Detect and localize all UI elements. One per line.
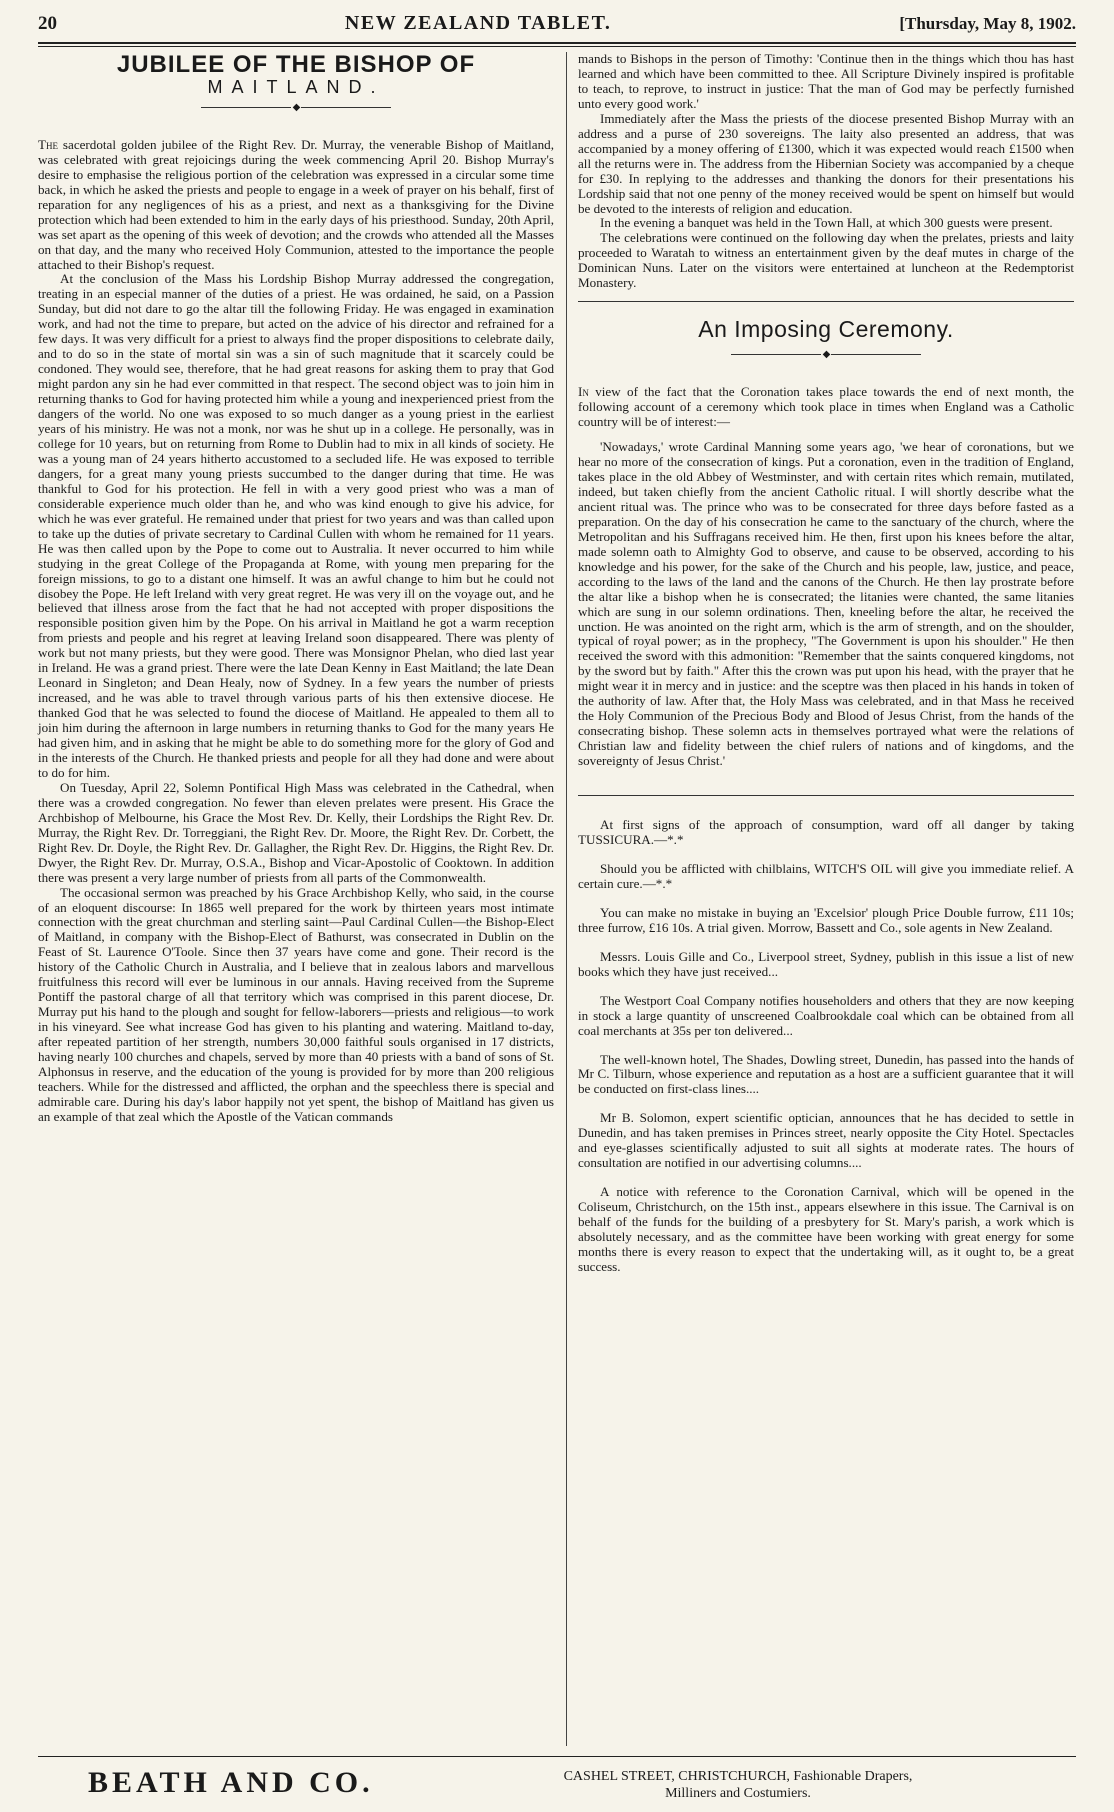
left-column (38, 52, 554, 1125)
article1-paragraph: On Tuesday, April 22, Solemn Pontifical High Mass was celebrated in the Cathedral, when there was a crowded congregation. No fewer than eleven prelates were present. His Grace the Archbishop of Melbourne, his Grace the Most Rev. Dr. Kelly, their Lordships the Right Rev. Dr. Murray, the Right Rev. Dr. Torreggiani, the Right Rev. Dr. Moore, the Right Rev. Dr. Corbett, the Right Rev. Dr. Doyle, the Right Rev. Dr. Gallagher, the Right Rev. Dr. Higgins, the Right Rev. Dr. Dwyer, the Right Rev. Dr. Murray, O.S.A., Bishop and Vicar-Apostolic of Cooktown. In addition there was present a very large number of priests from all parts of the Commonwealth. (38, 779, 554, 885)
firm-address: CASHEL STREET, CHRISTCHURCH, Fashionable Drapers, Milliners and Costumiers. (563, 1769, 913, 1801)
section-rule (578, 301, 1074, 302)
bottom-rule (38, 1756, 1076, 1757)
article1-continued-paragraph: mands to Bishops in the person of Timothy: 'Continue then in the things which thou has hast learned and which have been committed to thee. All Scripture Divinely inspired is profitable to teach, to reprove, to instruct in justice: That the man of God may be perfectly furnished unto every good work.' (578, 51, 1074, 111)
article1-paragraph: The sacerdotal golden jubilee of the Right Rev. Dr. Murray, the venerable Bishop of Maitland, was celebrated with great rejoicings during the week commencing April 20. Bishop Murray's desire to emphasise the religious portion of the celebration was expressed in a circular some time back, in which he asked the priests and people to engage in a week of prayer on his behalf, first of reparation for any negligences of his as a priest, and next as a thanksgiving for the Divine protection which had been extended to him in the early days of his priesthood. Sunday, 20th April, was set apart as the opening of this week of devotion; and the crowds who attended all the Masses on that day, and the many who received Holy Communion, attested to the importance the people attached to their Bishop's request. (38, 136, 554, 272)
article1-continued-paragraph: In the evening a banquet was held in the Town Hall, at which 300 guests were present. (600, 215, 1053, 231)
article1-paragraph: At the conclusion of the Mass his Lordship Bishop Murray addressed the congregation, treating in an especial manner of the duties of a priest. He was ordained, he said, on a Passion Sunday, but did not dare to go the altar till the following Friday. He was engaged in examination work, and had not the time to prepare, but acted on the advice of his director and refrained for a few days. It was very difficult for a priest to always find the proper dispositions to celebrate daily, and to do so in the state of mortal sin was a sin of such magnitude that it scarcely could be condoned. They would see, therefore, that he had great reasons for asking them to pray that God might pardon any sin he had ever committed in that respect. The second object was to join him in returning thanks to God for having protected him while a young and inexperienced priest from the dangers of the world. No one was exposed to so much danger as a young priest in the earliest years of his ministry. He was not a monk, nor was he shut up in a college. He personally, was in college for 10 years, but on returning from Rome to Dublin had to mix in all kinds of society. He was a young man of 24 years hitherto accustomed to a secluded life. He was exposed to terrible dangers, for a great many young priests succumbed to the danger during that time. He was thankful to God for his protection. He fell in with a very good priest who was a man of considerable experience much older than he, and who was kind enough to give his advice, for which he was ever grateful. He remained under that priest for two years and was than called upon to take up the duties of private secretary to Cardinal Cullen with whom he remained for 11 years. He was then called upon by the Pope to come out to Australia. It never occurred to him while studying in the great College of the Propaganda at Rome, with young men preparing for the foreign missions, to go to a distant one himself. It was an awful change to him but he could not disobey the Pope. He left Ireland with very great regret. He was very ill on the voyage out, and he believed that illness arose from the fact that he had not accepted with proper dispositions the responsible position given him by the Pope. On his arrival in Maitland he got a warm reception from priests and people and his regret at leaving Ireland soon disappeared. There was plenty of work but not many priests, but they were good. There was Monsignor Phelan, who died last year in Ireland. He was a grand priest. There were the late Dean Kenny in East Maitland; the late Dean Leonard in Singleton; and Dean Healy, now of Sydney. In a few years the number of priests increased, and he was able to travel through various parts of his then extensive diocese. He thanked God that he was selected to found the diocese of Maitland. He appealed to them all to join him during the afternoon in large numbers in returning thanks to God for the many years He had given him, and in asking that he might be able to do something more for the glory of God and in the interests of the Church. He thanked priests and people for all they had done and were about to do for him. (38, 271, 554, 780)
dropcap-word: The (38, 136, 58, 152)
ornament-divider (38, 101, 554, 116)
paper-title: NEW ZEALAND TABLET. (344, 12, 612, 34)
ornament-divider (578, 348, 1074, 363)
section-rule (578, 795, 1074, 796)
notice-item: Mr B. Solomon, expert scientific optician, announces that he has decided to settle in Dunedin, and has taken premises in Princes street, nearly opposite the City Hotel. Spectacles and eye-glasses scientifically adjusted to suit all sights at moderate rates. The hours of consultation are notified in our advertising columns.... (578, 1110, 1074, 1171)
column-divider (566, 52, 567, 1746)
top-rule (38, 42, 1076, 47)
notice-item: The well-known hotel, The Shades, Dowling street, Dunedin, has passed into the hands of Mr C. Tilburn, whose experience and reputation as a host are a sufficient guarantee that it will be conducted on first-class lines.... (578, 1051, 1074, 1097)
notice-item: Messrs. Louis Gille and Co., Liverpool street, Sydney, publish in this issue a list of new books which they have just received... (578, 948, 1074, 979)
notice-item: Should you be afflicted with chilblains, WITCH'S OIL will give you immediate relief. A certain cure.—*.* (578, 860, 1074, 891)
dropcap-word: In (578, 384, 589, 400)
page-number: 20 (38, 13, 57, 34)
notice-item: You can make no mistake in buying an 'Excelsior' plough Price Double furrow, £11 10s; three furrow, £16 10s. A trial given. Morrow, Bassett and Co., sole agents in New Zealand. (578, 904, 1074, 935)
notice-item: At first signs of the approach of consumption, ward off all danger by taking TUSSICURA.—*.* (578, 817, 1074, 847)
article2-paragraph: In view of the fact that the Coronation takes place towards the end of next month, the following account of a ceremony which took place in times when England was a Catholic country will be of interest:— (578, 384, 1074, 430)
article1-continued-paragraph: Immediately after the Mass the priests of the diocese presented Bishop Murray with an address and a purse of 230 sovereigns. The laity also presented an address, that was accompanied by a money offering of £1300, which it was expected would reach £1500 when all the returns were in. The address from the Hibernian Society was accompanied by a cheque for £30. In replying to the addresses and thanking the donors for their presentations his Lordship said that not one penny of the money received would be spent on himself but would be devoted to the interests of religion and education. (578, 110, 1074, 216)
diamond-ornament-icon: ◆ (292, 101, 300, 113)
diamond-ornament-icon: ◆ (822, 349, 830, 361)
masthead (38, 12, 1076, 36)
article1-title-line2: MAITLAND. (207, 77, 385, 97)
article1-title: JUBILEE OF THE BISHOP OF (116, 51, 476, 78)
firm-name: BEATH AND CO. (88, 1766, 374, 1799)
article2-title: An Imposing Ceremony. (698, 316, 954, 343)
article1-continued-paragraph: The celebrations were continued on the following day when the prelates, priests and laity proceeded to Waratah to witness an entertainment given by the deaf mutes in charge of the Dominican Nuns. Later on the visitors were entertained at luncheon at the Redemptorist Monastery. (578, 230, 1074, 291)
article2-paragraph: 'Nowadays,' wrote Cardinal Manning some years ago, 'we hear of coronations, but we hear no more of the consecration of kings. Put a coronation, even in the tradition of England, takes place in the old Abbey of Westminster, and with certain rites which remain, mutilated, indeed, but taken chiefly from the ancient Catholic ritual. I will shortly describe what the ancient ritual was. The prince who was to be consecrated for three days before fasted as a preparation. On the day of his consecration he came to the sanctuary of the church, where the Metropolitan and his Suffragans received him. He then, first upon his knees before the altar, made solemn oath to Almighty God to observe, and cause to be observed, according to his knowledge and his power, for the sake of the Church and his people, law, justice, and peace, according to the laws of the land and the canons of the Church. He then lay prostrate before the altar like a bishop when he is consecrated; the litanies were chanted, the same litanies which are sung in our solemn ordinations. Then, kneeling before the altar, he received the unction. He was anointed on the right arm, which is the arm of strength, and on the shoulder, typical of royal power; as in the prophecy, "The Government is upon his shoulder." He then received the sword with this admonition: "Remember that the saints conquered kingdoms, not by the sword but by faith." After this the crown was put upon his head, with the prayer that he might wear it in mercy and in justice: and the sceptre was then placed in his hands in token of the authority of law. After that, the Holy Mass was celebrated, and in that Mass he received the Holy Communion of the Precious Body and Blood of Jesus Christ, from the hands of the consecrating bishop. These solemn acts in themselves portrayed what were the relations of Christian law and fidelity between the chief rulers of nations and of kingdoms, and the sovereignty of Jesus Christ.' (578, 439, 1074, 769)
article1-paragraph: The occasional sermon was preached by his Grace Archbishop Kelly, who said, in the course of an eloquent discourse: In 1865 well prepared for the work by thirteen years most intimate connection with the great churchman and sterling saint—Paul Cardinal Cullen—the Bishop-Elect of Maitland, in company with the Bishop-Elect of Bathurst, was consecrated in Dublin on the Feast of St. Laurence O'Toole. Since then 37 years have come and gone. Their record is the history of the Catholic Church in Australia, and I believe that in zealous labors and marvellous fruitfulness this record will ever be luminous in our annals. Having received from the Supreme Pontiff the pastoral charge of all that territory which was comprised in this parent diocese, Dr. Murray put his hand to the plough and sought for fellow-laborers—priests and religious—to work in his vineyard. See what increase God has given to his planting and watering. Maitland to-day, after repeated partition of her strength, numbers 30,000 faithful souls organised in 17 districts, having nearly 100 churches and chapels, served by more than 40 priests with a band of sons of St. Alphonsus in reserve, and the education of the young is provided for by more than 200 religious teachers. While for the distressed and afflicted, the orphan and the speechless there is special and admirable care. During his day's labor happily not yet spent, the bishop of Maitland has given us an example of that zeal which the Apostle of the Vatican commands (38, 884, 554, 1124)
right-column (578, 52, 1074, 1289)
notice-item: A notice with reference to the Coronation Carnival, which will be opened in the Coliseum, Christchurch, on the 15th inst., appears elsewhere in this issue. The Carnival is on behalf of the funds for the building of a presbytery for St. Mary's parish, a work which is absolutely necessary, and as the committee have been working with great energy for some months there is every reason to expect that the undertaking will, as it ought to, be a great success. (578, 1184, 1074, 1274)
notice-item: The Westport Coal Company notifies householders and others that they are now keeping in stock a large quantity of unscreened Coalbrookdale coal which can be obtained from all coal merchants at 35s per ton delivered... (578, 992, 1074, 1038)
notices-list (578, 818, 1074, 1275)
issue-date: [Thursday, May 8, 1902. (899, 14, 1076, 33)
footer-advert (38, 1764, 1076, 1808)
